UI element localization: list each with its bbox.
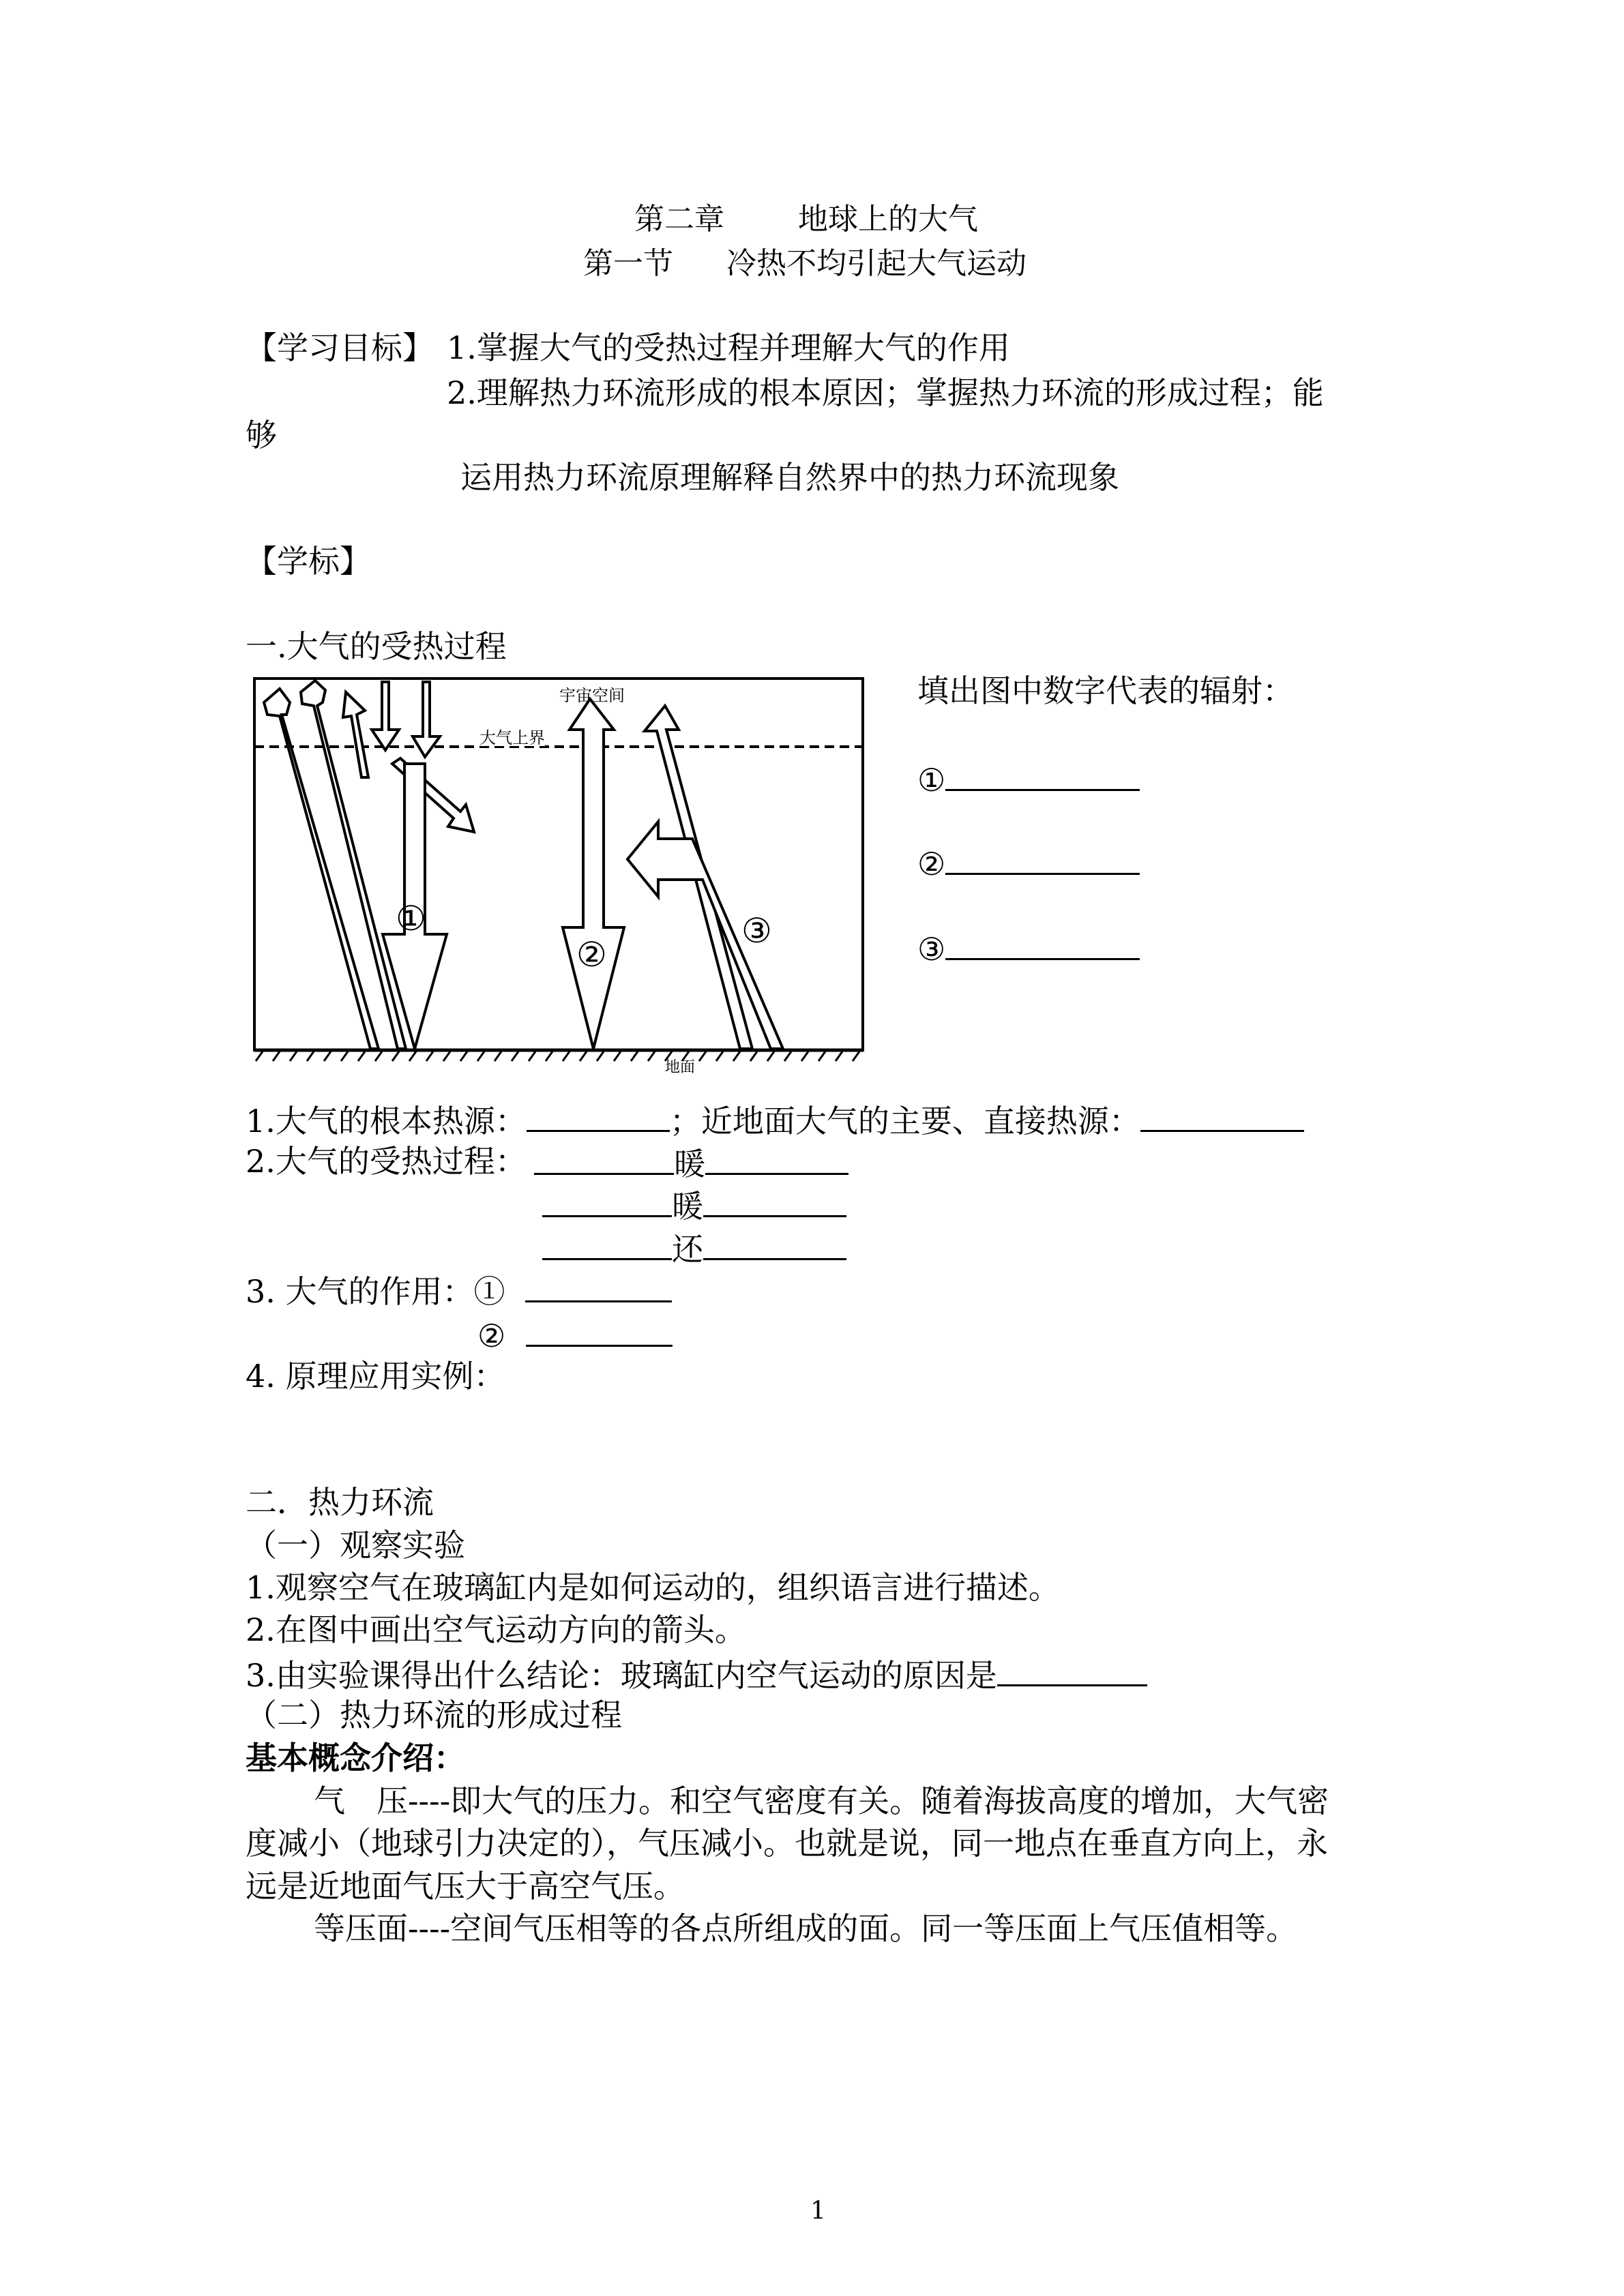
part2-heading: 二．热力环流 xyxy=(246,1484,434,1521)
fill-item-3 xyxy=(917,931,1140,968)
concepts-heading: 基本概念介绍： xyxy=(246,1740,465,1776)
question-1-text-b: ；近地面大气的主要、直接热源： xyxy=(669,1103,1140,1139)
experiment-step-1: 1.观察空气在玻璃缸内是如何运动的，组织语言进行描述。 xyxy=(246,1569,1060,1606)
fill-item-2 xyxy=(917,846,1140,880)
fill-item-3-marker: ③ xyxy=(917,931,946,968)
fill-blank-2[interactable] xyxy=(945,846,1140,875)
experiment-heading: （一）观察实验 xyxy=(246,1527,465,1564)
fill-blank-1[interactable] xyxy=(945,762,1140,791)
experiment-step-2: 2.在图中画出空气运动方向的箭头。 xyxy=(246,1611,746,1648)
page-number: 1 xyxy=(810,2197,826,2225)
question-3 xyxy=(246,1273,672,1310)
question-2-blank-3b[interactable] xyxy=(703,1231,846,1260)
objective-2: 2.理解热力环流形成的根本原因；掌握热力环流的形成过程；能 xyxy=(447,374,1324,411)
concept-pressure-line-2: 度减小（地球引力决定的），气压减小。也就是说，同一地点在垂直方向上，永 xyxy=(246,1825,1328,1862)
question-2-word-3: 还 xyxy=(672,1231,703,1268)
question-1 xyxy=(246,1103,1304,1137)
question-3-label: 3. 大气的作用：① xyxy=(246,1273,505,1310)
experiment-step-3 xyxy=(246,1657,1147,1694)
fill-blank-3[interactable] xyxy=(945,931,1140,960)
fill-item-1 xyxy=(917,762,1140,799)
ground-label: 地面 xyxy=(665,1059,696,1076)
question-2-label: 2.大气的受热过程： xyxy=(246,1143,527,1180)
question-2-blank-1b[interactable] xyxy=(705,1146,848,1175)
fill-item-2-marker: ② xyxy=(917,846,946,882)
question-1-blank-b[interactable] xyxy=(1140,1103,1304,1132)
marker-1: ① xyxy=(396,899,426,938)
question-2-row-1 xyxy=(534,1146,848,1180)
section-number: 第一节 xyxy=(583,246,673,281)
question-2-blank-3a[interactable] xyxy=(542,1231,672,1260)
radiation-diagram xyxy=(249,675,870,1076)
question-3-second-marker: ② xyxy=(477,1317,506,1354)
question-2-blank-2b[interactable] xyxy=(703,1188,846,1217)
question-1-blank-a[interactable] xyxy=(527,1103,670,1132)
marker-2: ② xyxy=(576,935,607,974)
question-3-second xyxy=(477,1317,673,1352)
concept-pressure-line-3: 远是近地面气压大于高空气压。 xyxy=(246,1868,685,1905)
concept-isobaric: 等压面----空间气压相等的各点所组成的面。同一等压面上气压值相等。 xyxy=(314,1910,1298,1947)
question-4: 4. 原理应用实例： xyxy=(246,1358,505,1395)
question-2-word-2: 暖 xyxy=(672,1188,703,1225)
question-2-blank-2a[interactable] xyxy=(542,1188,672,1217)
marker-3: ③ xyxy=(741,911,772,951)
chapter-title: 地球上的大气 xyxy=(798,202,978,237)
objective-2-wrap: 够 xyxy=(246,417,277,453)
xuebiao-label: 【学标】 xyxy=(246,543,371,580)
objectives-label: 【学习目标】 xyxy=(246,329,434,366)
chapter-number: 第二章 xyxy=(634,202,724,237)
question-2-word-1: 暖 xyxy=(674,1146,705,1182)
upper-boundary-label: 大气上界 xyxy=(479,728,545,747)
objective-2-continued: 运用热力环流原理解释自然界中的热力环流现象 xyxy=(460,459,1119,496)
question-1-text-a: 1.大气的根本热源： xyxy=(246,1103,527,1139)
question-2-blank-1a[interactable] xyxy=(534,1146,674,1175)
fill-prompt: 填出图中数字代表的辐射： xyxy=(917,672,1294,709)
question-3-blank-2[interactable] xyxy=(526,1317,673,1347)
question-3-blank-1[interactable] xyxy=(525,1273,672,1302)
experiment-step-3-blank[interactable] xyxy=(997,1657,1147,1686)
fill-item-1-marker: ① xyxy=(917,762,946,799)
question-2-row-2 xyxy=(542,1188,846,1225)
concept-pressure-line-1: 气 压----即大气的压力。和空气密度有关。随着海拔高度的增加，大气密 xyxy=(314,1783,1329,1819)
objective-1: 1.掌握大气的受热过程并理解大气的作用 xyxy=(447,329,1010,366)
section-title: 冷热不均引起大气运动 xyxy=(726,246,1027,281)
space-label: 宇宙空间 xyxy=(559,686,625,705)
part1-heading: 一.大气的受热过程 xyxy=(246,628,507,665)
experiment-step-3-text: 3.由实验课得出什么结论：玻璃缸内空气运动的原因是 xyxy=(246,1657,997,1694)
question-2-row-3 xyxy=(542,1231,846,1268)
formation-heading: （二）热力环流的形成过程 xyxy=(246,1697,622,1733)
